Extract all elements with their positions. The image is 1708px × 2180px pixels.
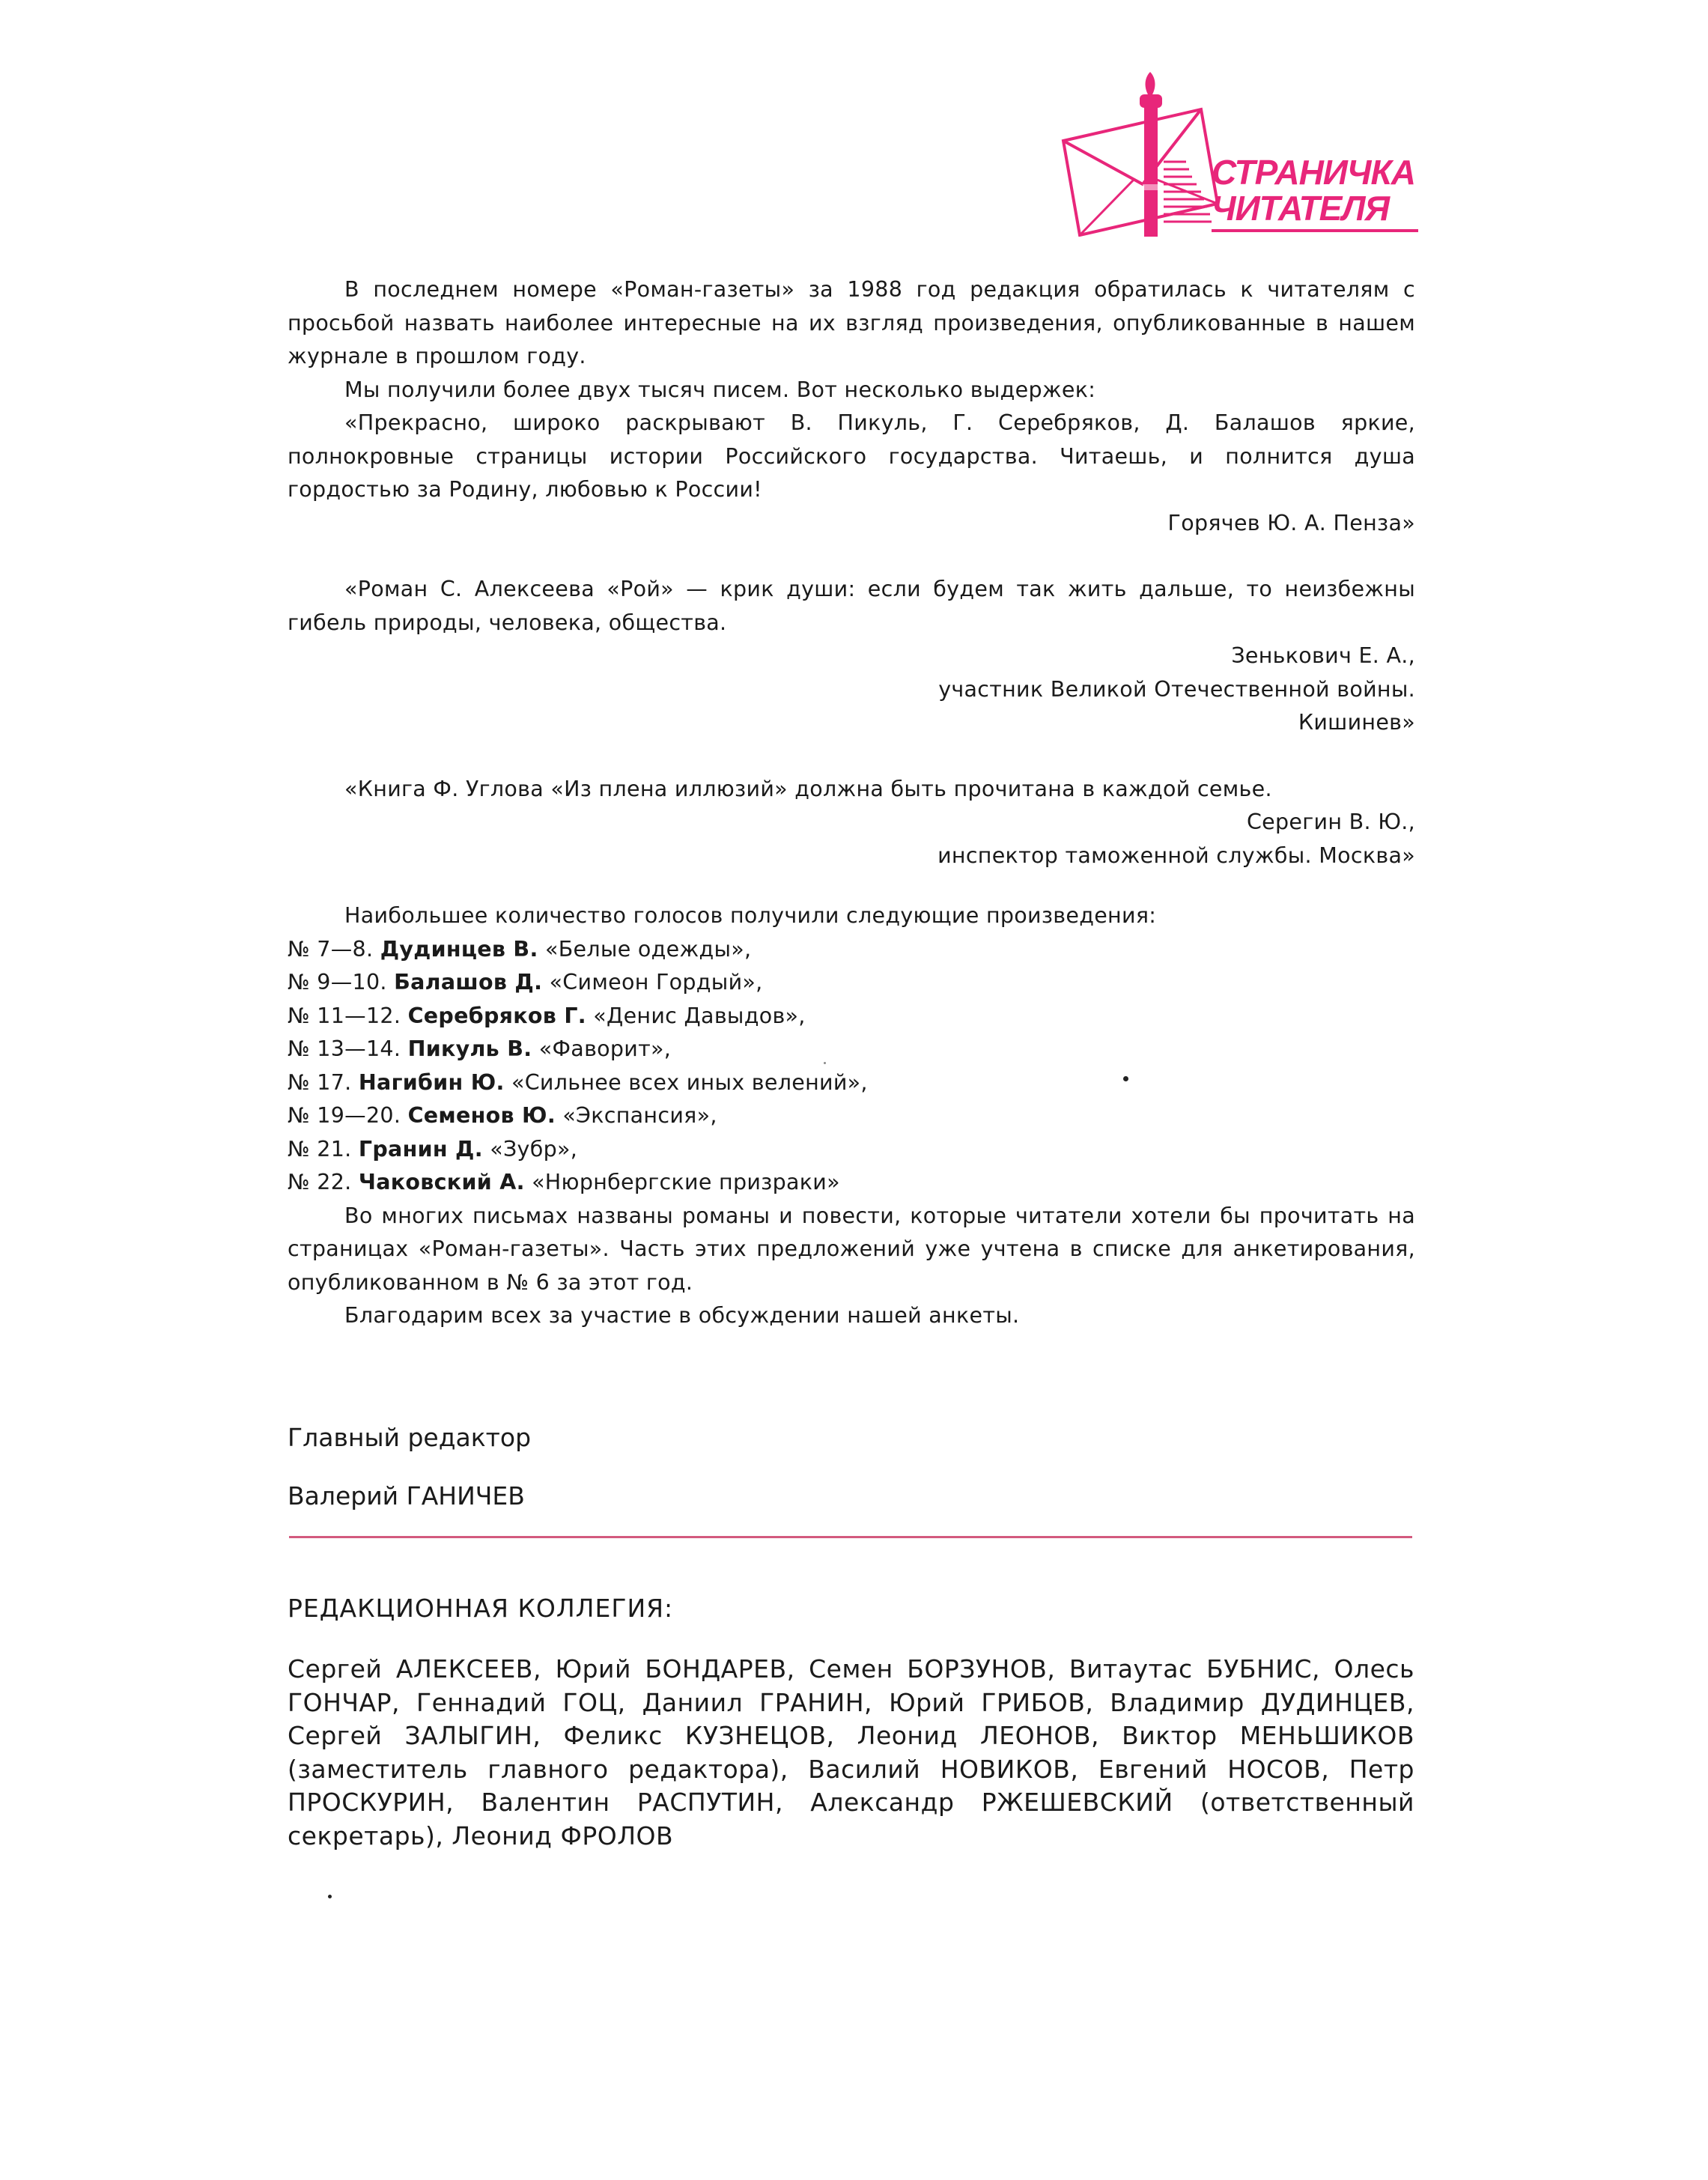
list-item: № 9—10. Балашов Д. «Симеон Гордый», (288, 970, 763, 995)
list-item: № 11—12. Серебряков Г. «Денис Давыдов», (288, 1003, 806, 1028)
list-item: № 13—14. Пикуль В. «Фаворит», (288, 1036, 672, 1061)
letter-text: «Прекрасно, широко раскрывают В. Пикуль, Г. Серебряков, Д. Балашов яркие, полнокровные страницы истории Российского государства. Читаешь, и полнится душа гордостью за Родину, любовью к России! (288, 410, 1415, 502)
logo-line-1: СТРАНИЧКА (1212, 153, 1415, 192)
list-item: № 21. Гранин Д. «Зубр», (288, 1136, 578, 1162)
letter-text: «Книга Ф. Углова «Из плена иллюзий» должна быть прочитана в каждой семье. (344, 776, 1272, 801)
letter-signature: инспектор таможенной службы. Москва» (937, 842, 1415, 868)
divider (289, 1536, 1412, 1538)
list-item: № 7—8. Дудинцев В. «Белые одежды», (288, 936, 752, 962)
intro-paragraph: В последнем номере «Роман-газеты» за 1988 год редакция обратилась к читателям с просьбой назвать наиболее интересные на их взгляд произведения, опубликованные в нашем журнале в прошлом году. (288, 277, 1415, 368)
article-body (288, 273, 1415, 1333)
print-speck (1123, 1076, 1128, 1081)
letter-signature: участник Великой Отечественной войны. (938, 676, 1415, 702)
letter-signature: Зенькович Е. А., (1231, 643, 1415, 668)
board-heading: РЕДАКЦИОННАЯ КОЛЛЕГИЯ: (288, 1594, 674, 1623)
editor-block (288, 1421, 531, 1513)
letter-signature: Серегин В. Ю., (1246, 810, 1415, 834)
editor-role: Главный редактор (288, 1423, 532, 1452)
logo-underline (1212, 229, 1418, 232)
letter-text: «Роман С. Алексеева «Рой» — крик души: если будем так жить дальше, то неизбежны гибель природы, человека, общества. (288, 577, 1415, 635)
intro-paragraph-2: Мы получили более двух тысяч писем. Вот несколько выдержек: (344, 377, 1096, 402)
results-paragraph: Во многих письмах названы романы и повести, которые читатели хотели бы прочитать на страницах «Роман-газеты». Часть этих предложений уже учтена в списке для анкетирования, опубликованном в № 6 за этот год. (288, 1203, 1415, 1295)
list-item: № 17. Нагибин Ю. «Сильнее всех иных велений», (288, 1069, 868, 1095)
list-item: № 22. Чаковский А. «Нюрнбергские призраки» (288, 1170, 840, 1194)
results-intro: Наибольшее количество голосов получили следующие произведения: (344, 903, 1157, 928)
thanks-paragraph: Благодарим всех за участие в обсуждении нашей анкеты. (344, 1303, 1020, 1328)
board-members: Сергей АЛЕКСЕЕВ, Юрий БОНДАРЕВ, Семен БОРЗУНОВ, Витаутас БУБНИС, Олесь ГОНЧАР, Геннадий ГОЦ, Даниил ГРАНИН, Юрий ГРИБОВ, Владимир ДУДИНЦЕВ, Сергей ЗАЛЫГИН, Феликс КУЗНЕЦОВ, Леонид ЛЕОНОВ, Виктор МЕНЬШИКОВ (заместитель главного редактора), Василий НОВИКОВ, Евгений НОСОВ, Петр ПРОСКУРИН, Валентин РАСПУТИН, Александр РЖЕШЕВСКИЙ (ответственный секретарь), Леонид ФРОЛОВ (288, 1654, 1414, 1850)
print-speck (824, 1062, 826, 1064)
editor-name: Валерий ГАНИЧЕВ (288, 1481, 525, 1510)
letter-signature: Кишинев» (1298, 710, 1415, 735)
list-item: № 19—20. Семенов Ю. «Экспансия», (288, 1103, 717, 1128)
letter-signature: Горячев Ю. А. Пенза» (1167, 510, 1415, 535)
logo-line-2: ЧИТАТЕЛЯ (1212, 189, 1390, 228)
logo-title (1212, 154, 1415, 226)
print-speck (328, 1895, 332, 1898)
